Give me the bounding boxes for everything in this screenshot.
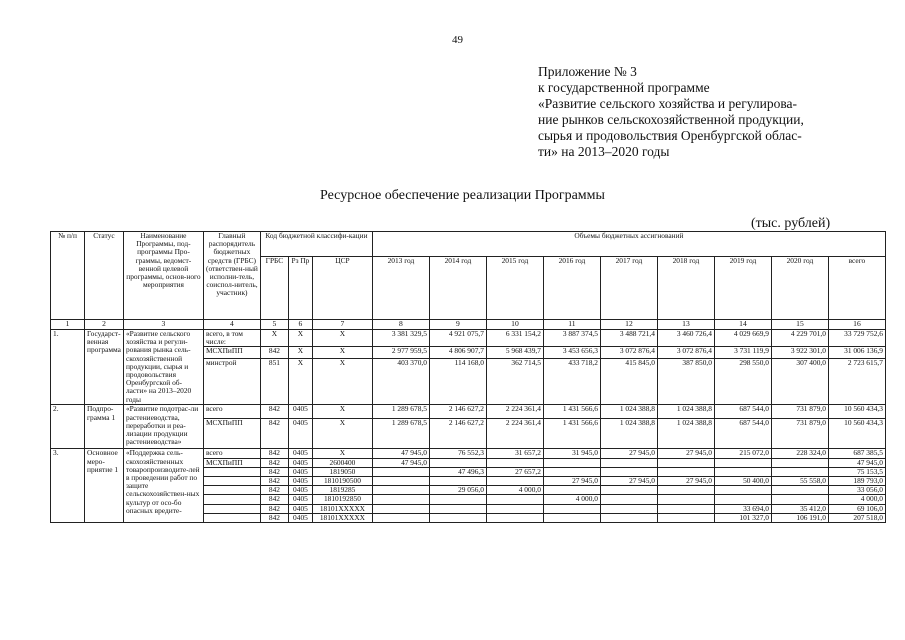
header-year: 2015 год xyxy=(486,257,543,320)
row-total-value: 10 560 434,3 xyxy=(828,405,885,419)
row-csr-code: Х xyxy=(312,405,372,419)
row-year-value xyxy=(714,495,771,504)
row-grbs-code: 851 xyxy=(260,359,288,405)
header-year: 2016 год xyxy=(543,257,600,320)
row-year-value: 4 229 701,0 xyxy=(771,330,828,347)
row-year-value: 101 327,0 xyxy=(714,513,771,522)
row-name: «Развитие сельского хозяйства и регули-рования рынка сель-скохозяйственной продукции, сырья и продовольствия Оренбургской об-ласти» на 2013–2020 годы xyxy=(123,330,203,405)
row-rzpr-code: 0405 xyxy=(288,458,312,467)
row-grbs-code: 842 xyxy=(260,458,288,467)
row-grbs-code: 842 xyxy=(260,449,288,458)
row-year-value: 3 922 301,0 xyxy=(771,347,828,359)
column-index-cell: 6 xyxy=(288,320,312,330)
header-num: № п/п xyxy=(51,232,85,320)
row-csr-code: 2600400 xyxy=(312,458,372,467)
row-status: Подпро-грамма 1 xyxy=(85,405,124,449)
row-year-value xyxy=(771,458,828,467)
column-index-cell: 16 xyxy=(828,320,885,330)
appendix-line: к государственной программе xyxy=(538,80,710,95)
row-grbs-code: 842 xyxy=(260,405,288,419)
row-rzpr-code: 0405 xyxy=(288,486,312,495)
row-year-value xyxy=(657,467,714,476)
row-year-value xyxy=(771,467,828,476)
row-year-value xyxy=(486,513,543,522)
appendix-line: сырья и продовольствия Оренбургской облас- xyxy=(538,128,802,143)
row-year-value xyxy=(771,486,828,495)
row-year-value: 403 370,0 xyxy=(372,359,429,405)
appendix-heading xyxy=(538,64,804,160)
row-year-value: 3 488 721,4 xyxy=(600,330,657,347)
row-grbs-code: Х xyxy=(260,330,288,347)
row-number: 3. xyxy=(51,449,85,523)
row-year-value: 6 331 154,2 xyxy=(486,330,543,347)
header-year: 2018 год xyxy=(657,257,714,320)
column-index-cell: 7 xyxy=(312,320,372,330)
row-total-value: 10 560 434,3 xyxy=(828,419,885,449)
row-year-value xyxy=(372,477,429,486)
row-rzpr-code: 0405 xyxy=(288,513,312,522)
row-year-value xyxy=(429,504,486,513)
row-grbs-main: всего xyxy=(203,449,260,458)
row-year-value: 2 224 361,4 xyxy=(486,405,543,419)
row-grbs-main xyxy=(203,486,260,495)
row-year-value xyxy=(714,486,771,495)
row-grbs-main xyxy=(203,513,260,522)
row-total-value: 189 793,0 xyxy=(828,477,885,486)
row-year-value: 27 657,2 xyxy=(486,467,543,476)
header-year: 2019 год xyxy=(714,257,771,320)
row-name: «Поддержка сель-скохозяйственных товаропроизводите-лей в проведении работ по защите сельскохозяйствен-ных культур от осо-бо опасных вредите- xyxy=(123,449,203,523)
column-index-cell: 1 xyxy=(51,320,85,330)
row-year-value: 3 460 726,4 xyxy=(657,330,714,347)
column-index-cell: 2 xyxy=(85,320,124,330)
row-number: 1. xyxy=(51,330,85,405)
row-year-value: 27 945,0 xyxy=(600,477,657,486)
header-grbs-main: Главный распорядитель бюджетных средств (ГРБС) (ответствен-ный исполни-тель, соиспол-нитель, участник) xyxy=(203,232,260,320)
row-rzpr-code: 0405 xyxy=(288,419,312,449)
row-csr-code: 18101ХХХХХ xyxy=(312,504,372,513)
row-year-value: 31 945,0 xyxy=(543,449,600,458)
row-total-value: 47 945,0 xyxy=(828,458,885,467)
row-year-value: 3 887 374,5 xyxy=(543,330,600,347)
row-year-value: 687 544,0 xyxy=(714,419,771,449)
row-year-value xyxy=(486,495,543,504)
row-grbs-main: МСХПиПП xyxy=(203,347,260,359)
row-year-value xyxy=(600,486,657,495)
row-csr-code: Х xyxy=(312,419,372,449)
row-rzpr-code: 0405 xyxy=(288,405,312,419)
row-total-value: 69 106,0 xyxy=(828,504,885,513)
column-index-cell: 5 xyxy=(260,320,288,330)
row-csr-code: Х xyxy=(312,347,372,359)
header-year: 2013 год xyxy=(372,257,429,320)
row-csr-code: Х xyxy=(312,330,372,347)
row-grbs-main xyxy=(203,467,260,476)
page-number: 49 xyxy=(452,34,463,46)
row-year-value: 27 945,0 xyxy=(657,477,714,486)
row-year-value: 4 029 669,9 xyxy=(714,330,771,347)
column-index-cell: 9 xyxy=(429,320,486,330)
row-grbs-code: 842 xyxy=(260,477,288,486)
row-year-value xyxy=(543,513,600,522)
row-csr-code: 18101ХХХХХ xyxy=(312,513,372,522)
row-rzpr-code: Х xyxy=(288,330,312,347)
appendix-line: Приложение № 3 xyxy=(538,64,637,79)
row-year-value: 47 945,0 xyxy=(372,458,429,467)
row-rzpr-code: 0405 xyxy=(288,504,312,513)
row-year-value xyxy=(600,504,657,513)
column-index-cell: 14 xyxy=(714,320,771,330)
row-year-value: 3 381 329,5 xyxy=(372,330,429,347)
header-total: всего xyxy=(828,257,885,320)
header-year: 2014 год xyxy=(429,257,486,320)
units-label: (тыс. рублей) xyxy=(751,216,831,231)
row-year-value xyxy=(600,495,657,504)
row-year-value: 4 000,0 xyxy=(486,486,543,495)
row-year-value xyxy=(771,495,828,504)
row-status: Государст-венная программа xyxy=(85,330,124,405)
row-year-value xyxy=(543,458,600,467)
row-year-value: 1 024 388,8 xyxy=(600,419,657,449)
row-year-value: 1 289 678,5 xyxy=(372,405,429,419)
row-csr-code: Х xyxy=(312,359,372,405)
row-number: 2. xyxy=(51,405,85,449)
row-year-value xyxy=(714,467,771,476)
row-csr-code: Х xyxy=(312,449,372,458)
row-year-value: 27 945,0 xyxy=(543,477,600,486)
row-total-value: 687 385,5 xyxy=(828,449,885,458)
row-rzpr-code: 0405 xyxy=(288,467,312,476)
row-year-value: 298 550,0 xyxy=(714,359,771,405)
row-grbs-code: 842 xyxy=(260,347,288,359)
resource-table xyxy=(50,231,886,523)
row-year-value xyxy=(429,513,486,522)
column-index-cell: 4 xyxy=(203,320,260,330)
table-row xyxy=(51,449,886,458)
row-year-value xyxy=(372,486,429,495)
row-year-value: 415 845,0 xyxy=(600,359,657,405)
row-rzpr-code: 0405 xyxy=(288,495,312,504)
row-total-value: 33 729 752,6 xyxy=(828,330,885,347)
row-rzpr-code: Х xyxy=(288,347,312,359)
row-year-value: 31 657,2 xyxy=(486,449,543,458)
header-rzpr: Рз Пр xyxy=(288,257,312,320)
row-grbs-code: 842 xyxy=(260,419,288,449)
row-year-value: 2 224 361,4 xyxy=(486,419,543,449)
row-year-value: 29 056,0 xyxy=(429,486,486,495)
row-rzpr-code: 0405 xyxy=(288,477,312,486)
row-year-value: 5 968 439,7 xyxy=(486,347,543,359)
header-code-group: Код бюджетной классифи-кации xyxy=(260,232,372,257)
appendix-line: ние рынков сельскохозяйственной продукции, xyxy=(538,112,804,127)
row-year-value: 4 806 907,7 xyxy=(429,347,486,359)
appendix-line: «Развитие сельского хозяйства и регулирова- xyxy=(538,96,798,111)
row-total-value: 207 518,0 xyxy=(828,513,885,522)
row-year-value: 2 977 959,5 xyxy=(372,347,429,359)
row-total-value: 33 056,0 xyxy=(828,486,885,495)
row-year-value: 228 324,0 xyxy=(771,449,828,458)
row-name: «Развитие подотрас-ли растениеводства, переработки и реа-лизации продукции растениеводства» xyxy=(123,405,203,449)
row-year-value xyxy=(372,504,429,513)
row-year-value xyxy=(429,458,486,467)
row-grbs-code: 842 xyxy=(260,513,288,522)
column-index-cell: 11 xyxy=(543,320,600,330)
row-csr-code: 1819285 xyxy=(312,486,372,495)
row-csr-code: 1810192850 xyxy=(312,495,372,504)
row-year-value: 55 558,0 xyxy=(771,477,828,486)
row-grbs-main: МСХПиПП xyxy=(203,458,260,467)
document-title: Ресурсное обеспечение реализации Программы xyxy=(320,188,605,203)
row-year-value: 2 146 627,2 xyxy=(429,405,486,419)
column-index-cell: 13 xyxy=(657,320,714,330)
row-year-value xyxy=(543,504,600,513)
row-grbs-main: минстрой xyxy=(203,359,260,405)
row-year-value xyxy=(543,467,600,476)
row-year-value: 3 072 876,4 xyxy=(657,347,714,359)
row-year-value: 35 412,0 xyxy=(771,504,828,513)
header-grbs: ГРБС xyxy=(260,257,288,320)
row-year-value xyxy=(543,486,600,495)
row-year-value: 1 024 388,8 xyxy=(600,405,657,419)
row-grbs-main: МСХПиПП xyxy=(203,419,260,449)
row-year-value: 1 024 388,8 xyxy=(657,405,714,419)
row-year-value: 50 400,0 xyxy=(714,477,771,486)
column-index-cell: 8 xyxy=(372,320,429,330)
row-csr-code: 1810190500 xyxy=(312,477,372,486)
column-index-cell: 10 xyxy=(486,320,543,330)
row-year-value: 1 431 566,6 xyxy=(543,405,600,419)
row-year-value: 4 921 075,7 xyxy=(429,330,486,347)
row-total-value: 31 006 136,9 xyxy=(828,347,885,359)
row-grbs-code: 842 xyxy=(260,495,288,504)
row-year-value xyxy=(657,458,714,467)
row-year-value: 215 072,0 xyxy=(714,449,771,458)
row-year-value xyxy=(657,504,714,513)
column-index-row xyxy=(51,320,886,330)
row-year-value: 3 072 876,4 xyxy=(600,347,657,359)
column-index-cell: 12 xyxy=(600,320,657,330)
row-grbs-main xyxy=(203,495,260,504)
row-year-value xyxy=(429,477,486,486)
row-year-value xyxy=(600,513,657,522)
row-year-value: 731 879,0 xyxy=(771,405,828,419)
row-year-value: 1 289 678,5 xyxy=(372,419,429,449)
row-rzpr-code: 0405 xyxy=(288,449,312,458)
column-index-cell: 3 xyxy=(123,320,203,330)
row-year-value: 1 024 388,8 xyxy=(657,419,714,449)
row-grbs-main: всего xyxy=(203,405,260,419)
row-year-value: 114 168,0 xyxy=(429,359,486,405)
row-year-value: 76 552,3 xyxy=(429,449,486,458)
row-year-value xyxy=(486,458,543,467)
row-year-value: 1 431 566,6 xyxy=(543,419,600,449)
row-year-value: 33 694,0 xyxy=(714,504,771,513)
row-year-value: 687 544,0 xyxy=(714,405,771,419)
row-year-value xyxy=(372,467,429,476)
header-year: 2017 год xyxy=(600,257,657,320)
row-rzpr-code: Х xyxy=(288,359,312,405)
row-grbs-code: 842 xyxy=(260,486,288,495)
row-year-value: 731 879,0 xyxy=(771,419,828,449)
row-total-value: 4 000,0 xyxy=(828,495,885,504)
header-csr: ЦСР xyxy=(312,257,372,320)
row-year-value xyxy=(486,504,543,513)
row-year-value xyxy=(372,495,429,504)
appendix-line: ти» на 2013–2020 годы xyxy=(538,144,670,159)
row-year-value: 106 191,0 xyxy=(771,513,828,522)
row-status: Основное меро-приятие 1 xyxy=(85,449,124,523)
header-year: 2020 год xyxy=(771,257,828,320)
row-year-value: 3 453 656,3 xyxy=(543,347,600,359)
row-year-value xyxy=(600,467,657,476)
row-year-value: 27 945,0 xyxy=(657,449,714,458)
column-index-cell: 15 xyxy=(771,320,828,330)
row-year-value: 2 146 627,2 xyxy=(429,419,486,449)
row-grbs-main xyxy=(203,504,260,513)
row-year-value xyxy=(657,495,714,504)
row-year-value xyxy=(429,495,486,504)
row-year-value xyxy=(657,486,714,495)
row-year-value xyxy=(657,513,714,522)
row-year-value: 47 945,0 xyxy=(372,449,429,458)
row-year-value: 27 945,0 xyxy=(600,449,657,458)
row-year-value xyxy=(372,513,429,522)
row-year-value: 307 400,0 xyxy=(771,359,828,405)
row-year-value: 47 496,3 xyxy=(429,467,486,476)
row-year-value: 4 000,0 xyxy=(543,495,600,504)
row-year-value: 362 714,5 xyxy=(486,359,543,405)
row-year-value xyxy=(714,458,771,467)
table-row xyxy=(51,330,886,347)
row-year-value xyxy=(486,477,543,486)
row-total-value: 75 153,5 xyxy=(828,467,885,476)
header-status: Статус xyxy=(85,232,124,320)
row-grbs-main: всего, в том числе: xyxy=(203,330,260,347)
table-row xyxy=(51,405,886,419)
row-csr-code: 1819050 xyxy=(312,467,372,476)
row-year-value: 3 731 119,9 xyxy=(714,347,771,359)
header-name: Наименование Программы, под-программы Про-граммы, ведомст-венной целевой программы, основ-ного мероприятия xyxy=(123,232,203,320)
header-volumes-group: Объемы бюджетных ассигнований xyxy=(372,232,885,257)
row-year-value: 387 850,0 xyxy=(657,359,714,405)
row-year-value xyxy=(600,458,657,467)
row-year-value: 433 718,2 xyxy=(543,359,600,405)
row-grbs-code: 842 xyxy=(260,504,288,513)
row-total-value: 2 723 615,7 xyxy=(828,359,885,405)
row-grbs-main xyxy=(203,477,260,486)
row-grbs-code: 842 xyxy=(260,467,288,476)
